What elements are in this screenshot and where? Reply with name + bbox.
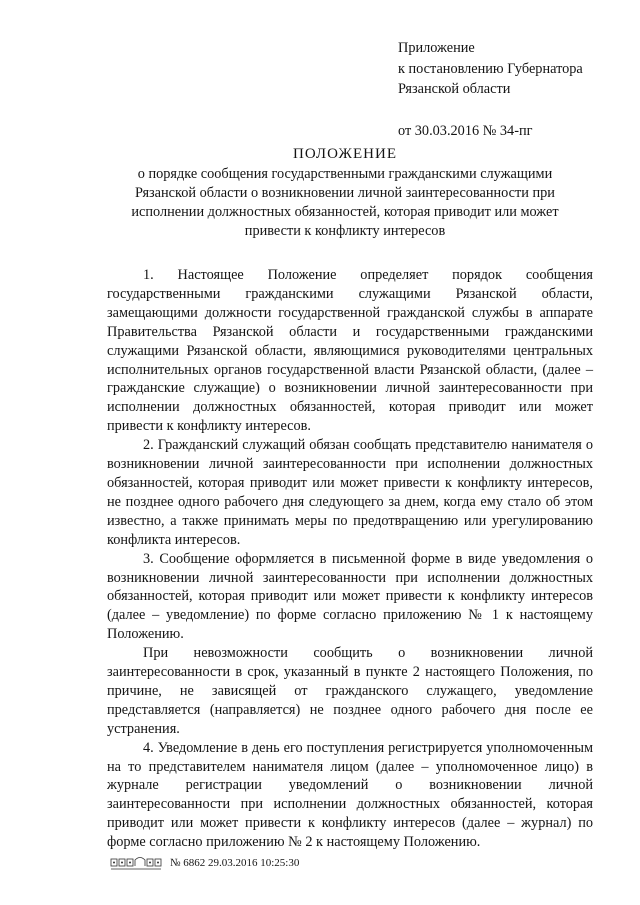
paragraph-1: 1. Настоящее Положение определяет порядок сообщения государственными гражданскими служащими Рязанской области, замещающими должности государственной гражданской службы в аппарате Правительства Рязанской области и государственными гражданскими служащими Рязанской области, являющимися руководителями центральных исполнительных органов государственной власти Рязанской области, (далее – гражданские служащие) о возникновении личной заинтересованности при исполнении должностных обязанностей, которая приводит или может привести к конфликту интересов. — [107, 267, 593, 435]
registration-stamp: № 6862 29.03.2016 10:25:30 — [170, 857, 300, 869]
appendix-date-number: от 30.03.2016 № 34-пг — [398, 122, 533, 139]
subtitle-line: привести к конфликту интересов — [244, 223, 446, 239]
appendix-label: Приложение — [398, 40, 475, 56]
subtitle-line: Рязанской области о возникновении личной заинтересованности при — [135, 185, 555, 201]
subtitle-line: о порядке сообщения государственными гражданскими служащими — [137, 166, 553, 182]
paragraph-2: 2. Гражданский служащий обязан сообщать представителю нанимателя о возникновении личной заинтересованности при исполнении должностных обязанностей, которая приводит или может привести к конфликту интересов, не позднее одного рабочего дня следующего за днем, когда ему стало об этом известно, а также принимать меры по предотвращению или урегулированию конфликта интересов. — [107, 437, 593, 548]
appendix-reference: к постановлению Губернатора — [398, 60, 583, 77]
paragraph-3: 3. Сообщение оформляется в письменной форме в виде уведомления о возникновении личной заинтересованности при исполнении должностных обязанностей, которая приводит или может привести к конфликту интересов (далее – уведомление) по форме согласно приложению № 1 к настоящему Положению. — [107, 550, 593, 643]
subtitle-line: исполнении должностных обязанностей, которая приводит или может — [131, 204, 559, 220]
paragraph-3-continued: При невозможности сообщить о возникновении личной заинтересованности в срок, указанный в пункте 2 настоящего Положения, по причине, не зависящей от гражданского служащего, уведомление представляется (направляется) не позднее одного рабочего дня после ее устранения. — [107, 645, 593, 737]
appendix-block — [398, 38, 583, 141]
document-subtitle — [100, 165, 590, 241]
registration-footer — [110, 854, 299, 872]
appendix-region: Рязанской области — [398, 81, 511, 97]
paragraph-4: 4. Уведомление в день его поступления регистрируется уполномоченным на то представителем нанимателя лицом (далее – уполномоченное лицо) в журнале регистрации уведомлений о возникновении личной заинтересованности при исполнении должностных обязанностей, которая приводит или может привести к конфликту интересов (далее – журнал) по форме согласно приложению № 2 к настоящему Положению. — [107, 739, 593, 851]
registry-logo-icon — [110, 854, 162, 872]
document-title: ПОЛОЖЕНИЕ — [293, 146, 397, 162]
document-body — [107, 266, 593, 852]
